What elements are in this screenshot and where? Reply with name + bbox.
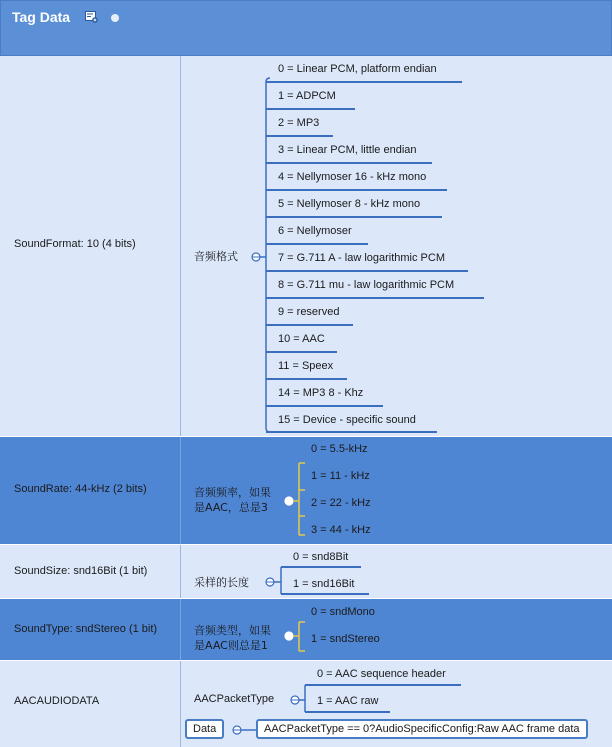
list-item: 3 = 44 - kHz: [311, 524, 371, 536]
sound-size-label: SoundSize: snd16Bit (1 bit): [14, 565, 148, 577]
row-sound-type: [0, 599, 612, 661]
header-bar: [0, 0, 612, 56]
list-item: 1 = sndStereo: [311, 633, 380, 645]
list-item: 9 = reserved: [278, 306, 340, 318]
cell-left: [0, 661, 181, 747]
sound-size-sub: 采样的长度: [194, 576, 249, 589]
list-item: 1 = ADPCM: [278, 90, 336, 102]
list-item: 10 = AAC: [278, 333, 325, 345]
note-add-icon[interactable]: [85, 11, 98, 23]
list-item: 11 = Speex: [278, 360, 334, 372]
cell-left: [0, 56, 181, 436]
page-title: Tag Data: [12, 9, 71, 25]
data-value-node[interactable]: AACPacketType == 0?AudioSpecificConfig:Raw AAC frame data: [256, 719, 588, 739]
sound-rate-sub: [194, 485, 271, 515]
list-item: 1 = 11 - kHz: [311, 470, 370, 482]
aac-packet-type: AACPacketType: [194, 693, 275, 705]
list-item: 3 = Linear PCM, little endian: [278, 144, 417, 156]
list-item: 0 = AAC sequence header: [317, 668, 446, 680]
list-item: 2 = 22 - kHz: [311, 497, 371, 509]
list-item: 0 = sndMono: [311, 606, 375, 618]
sub-line: 音频频率，如果: [194, 486, 271, 499]
row-sound-format: [0, 56, 612, 437]
sub-line: 音频类型，如果: [194, 624, 271, 637]
list-item: 7 = G.711 A - law logarithmic PCM: [278, 252, 446, 264]
list-item: 2 = MP3: [278, 117, 320, 129]
sub-line: 是AAC则总是1: [194, 639, 268, 652]
sound-format-label: SoundFormat: 10 (4 bits): [14, 238, 136, 250]
row-sound-size: [0, 545, 612, 599]
list-item: 4 = Nellymoser 16 - kHz mono: [278, 171, 427, 183]
list-item: 5 = Nellymoser 8 - kHz mono: [278, 198, 421, 210]
sub-line: 是AAC，总是3: [194, 501, 268, 514]
aac-label: AACAUDIODATA: [14, 695, 100, 707]
sound-rate-label: SoundRate: 44-kHz (2 bits): [14, 483, 147, 495]
data-node[interactable]: Data: [185, 719, 224, 739]
sound-type-label: SoundType: sndStereo (1 bit): [14, 623, 158, 635]
list-item: 1 = AAC raw: [317, 695, 379, 707]
cell-left: [0, 599, 181, 660]
cell-left: [0, 545, 181, 598]
list-item: 0 = 5.5-kHz: [311, 443, 368, 455]
list-item: 14 = MP3 8 - Khz: [278, 387, 364, 399]
row-sound-rate: [0, 437, 612, 545]
row-aac-audio-data: [0, 661, 612, 747]
sound-format-sub: 音频格式: [194, 250, 238, 263]
dot-icon[interactable]: [111, 14, 119, 22]
sound-type-sub: [194, 623, 271, 653]
list-item: 0 = snd8Bit: [293, 551, 349, 563]
list-item: 1 = snd16Bit: [293, 578, 355, 590]
list-item: 0 = Linear PCM, platform endian: [278, 63, 437, 75]
cell-left: [0, 437, 181, 544]
list-item: 15 = Device - specific sound: [278, 414, 416, 426]
list-item: 6 = Nellymoser: [278, 225, 352, 237]
list-item: 8 = G.711 mu - law logarithmic PCM: [278, 279, 455, 291]
